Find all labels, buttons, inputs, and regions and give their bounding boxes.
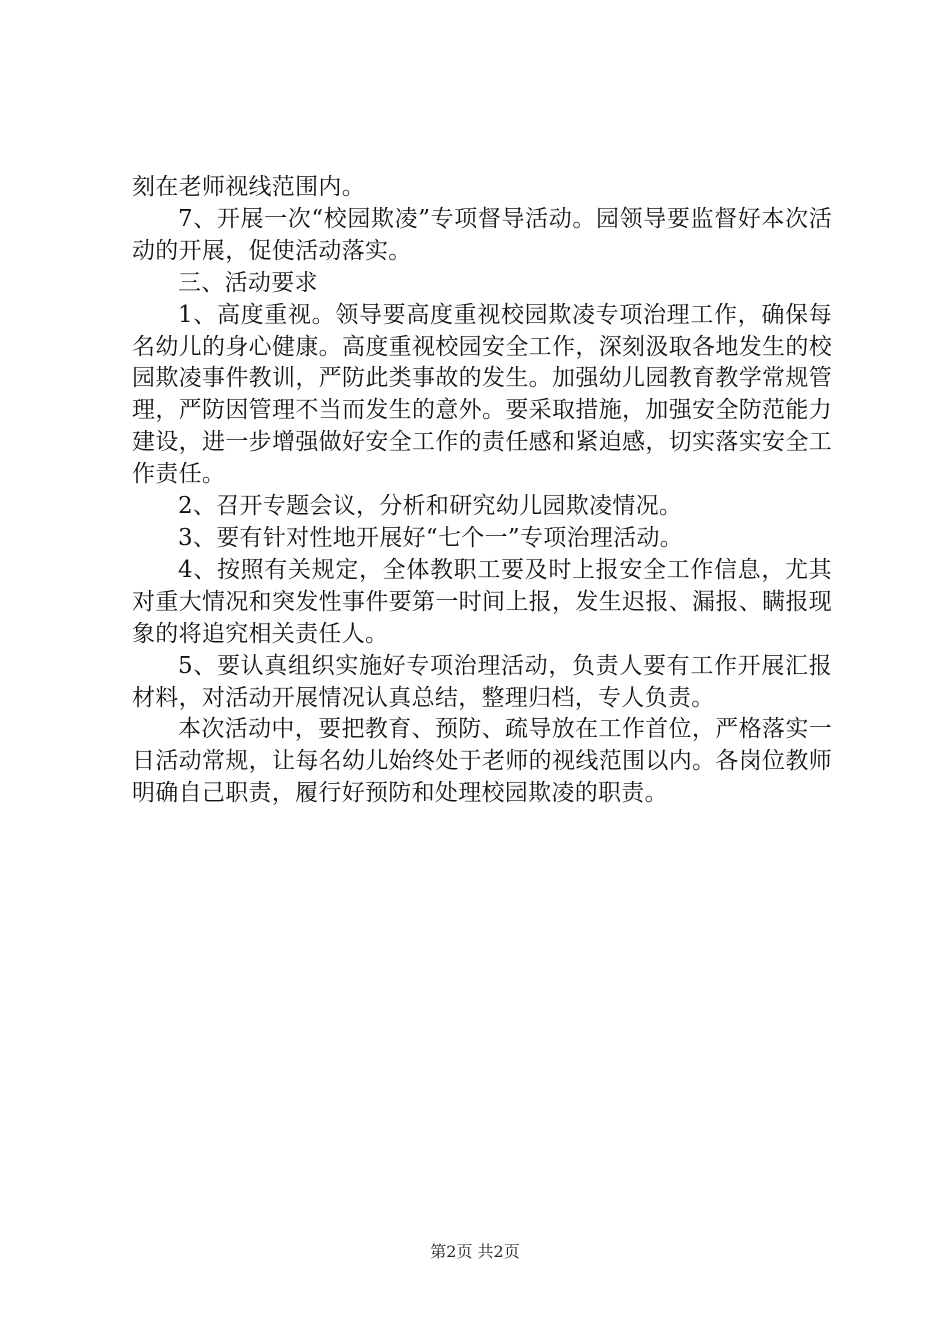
paragraph-requirement-1: 1、高度重视。领导要高度重视校园欺凌专项治理工作，确保每名幼儿的身心健康。高度重视校园安全工作，深刻汲取各地发生的校园欺凌事件教训，严防此类事故的发生。加强幼儿园教育教学常规管理，严防因管理不当而发生的意外。要采取措施，加强安全防范能力建设，进一步增强做好安全工作的责任感和紧迫感，切实落实安全工作责任。 — [132, 301, 832, 488]
paragraph-requirement-3: 3、要有针对性地开展好“七个一”专项治理活动。 — [178, 524, 684, 551]
paragraph-item-7: 7、开展一次“校园欺凌”专项督导活动。园领导要监督好本次活动的开展，促使活动落实。 — [132, 205, 832, 264]
paragraph-requirement-2: 2、召开专题会议，分析和研究幼儿园欺凌情况。 — [178, 493, 683, 520]
paragraph-requirement-5: 5、要认真组织实施好专项治理活动，负责人要有工作开展汇报材料，对活动开展情况认真总结，整理归档，专人负责。 — [132, 652, 832, 711]
paragraph-closing: 本次活动中，要把教育、预防、疏导放在工作首位，严格落实一日活动常规，让每名幼儿始终处于老师的视线范围以内。各岗位教师明确自己职责，履行好预防和处理校园欺凌的职责。 — [132, 716, 832, 807]
paragraph-continuation: 刻在老师视线范围内。 — [132, 174, 365, 200]
paragraph-requirement-4: 4、按照有关规定，全体教职工要及时上报安全工作信息，尤其对重大情况和突发性事件要第一时间上报，发生迟报、漏报、瞒报现象的将追究相关责任人。 — [132, 556, 832, 647]
section-heading-requirements: 三、活动要求 — [178, 269, 318, 296]
document-body — [132, 172, 832, 810]
page-number-footer: 第2页 共2页 — [430, 1242, 520, 1261]
